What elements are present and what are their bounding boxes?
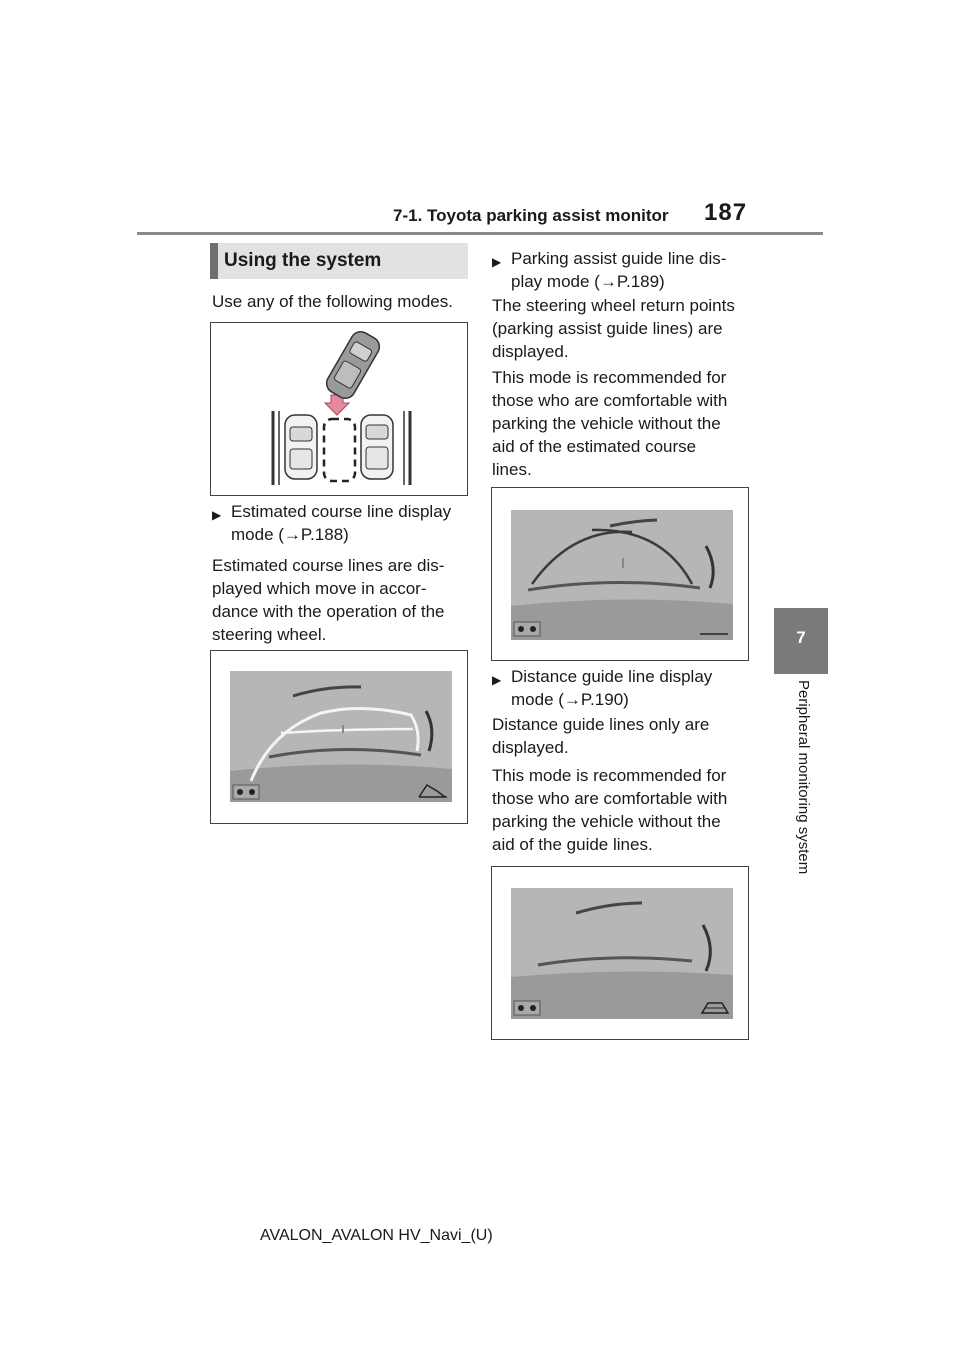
bullet-triangle-icon: ▶ [492,255,502,269]
mode3-reco-line: those who are comfortable with [492,789,728,808]
bullet-triangle-icon: ▶ [212,508,222,522]
mode2-bullet [492,247,752,293]
ground-shadow [511,971,733,1019]
footer-model-text: AVALON_AVALON HV_Navi_(U) [260,1227,493,1244]
parking-illustration [211,323,467,495]
mode3-desc-line: Distance guide lines only are [492,715,710,734]
mode3-title-line2: mode (→P.190) [511,690,629,709]
mode1-description [212,554,477,646]
header-section-title: 7-1. Toyota parking assist monitor [393,206,669,225]
bullet-triangle-icon: ▶ [492,673,502,687]
mode2-desc-line: The steering wheel return points [492,296,735,315]
distance-guide-screen-figure [491,866,749,1040]
mode3-reco-line: This mode is recommended for [492,766,727,785]
mode1-desc-line: played which move in accor- [212,579,427,598]
parking-assist-guide-screen [492,488,748,660]
intro-text: Use any of the following modes. [212,292,453,311]
mode3-reco-line: parking the vehicle without the [492,812,721,831]
chapter-number: 7 [796,628,806,647]
parking-assist-guide-screen-figure [491,487,749,661]
section-heading: Using the system [224,250,382,271]
mode3-description [492,713,757,759]
mode2-desc-line: (parking assist guide lines) are [492,319,723,338]
parked-car-left-icon [285,415,317,479]
parked-car-right-icon [361,415,393,479]
mode2-reco-line: parking the vehicle without the [492,414,721,433]
mode3-bullet [492,665,752,711]
parking-illustration-figure [210,322,468,496]
camera-toggle-icon [514,622,540,636]
reversing-car-icon [323,328,383,402]
mode3-desc-line: displayed. [492,738,569,757]
distance-guide-screen [492,867,748,1039]
camera-toggle-icon [233,785,259,799]
mode1-bullet [212,500,472,546]
mode2-reco-line: aid of the estimated course [492,437,697,456]
header-divider [137,232,823,235]
mode1-title-line1: Estimated course line display [231,502,452,521]
ground-shadow [511,599,733,640]
mode3-recommendation [492,764,757,856]
estimated-course-screen [211,651,467,823]
mode2-title-line2: play mode (→P.189) [511,272,665,291]
chapter-label: Peripheral monitoring system [795,680,812,875]
mode1-desc-line: dance with the operation of the [212,602,445,621]
mode2-reco-line: This mode is recommended for [492,368,727,387]
mode2-reco-line: those who are comfortable with [492,391,728,410]
target-parking-slot [324,419,355,481]
camera-toggle-icon [514,1001,540,1015]
mode3-reco-line: aid of the guide lines. [492,835,653,854]
mode1-desc-line: Estimated course lines are dis- [212,556,445,575]
mode2-title-line1: Parking assist guide line dis- [511,249,727,268]
mode2-description [492,294,757,363]
mode3-title-line1: Distance guide line display [511,667,713,686]
mode2-reco-line: lines. [492,460,532,479]
estimated-course-screen-figure [210,650,468,824]
mode1-desc-line: steering wheel. [212,625,327,644]
mode1-title-line2: mode (→P.188) [231,525,349,544]
mode2-recommendation [492,366,757,481]
page-number: 187 [704,199,748,226]
mode2-desc-line: displayed. [492,342,569,361]
